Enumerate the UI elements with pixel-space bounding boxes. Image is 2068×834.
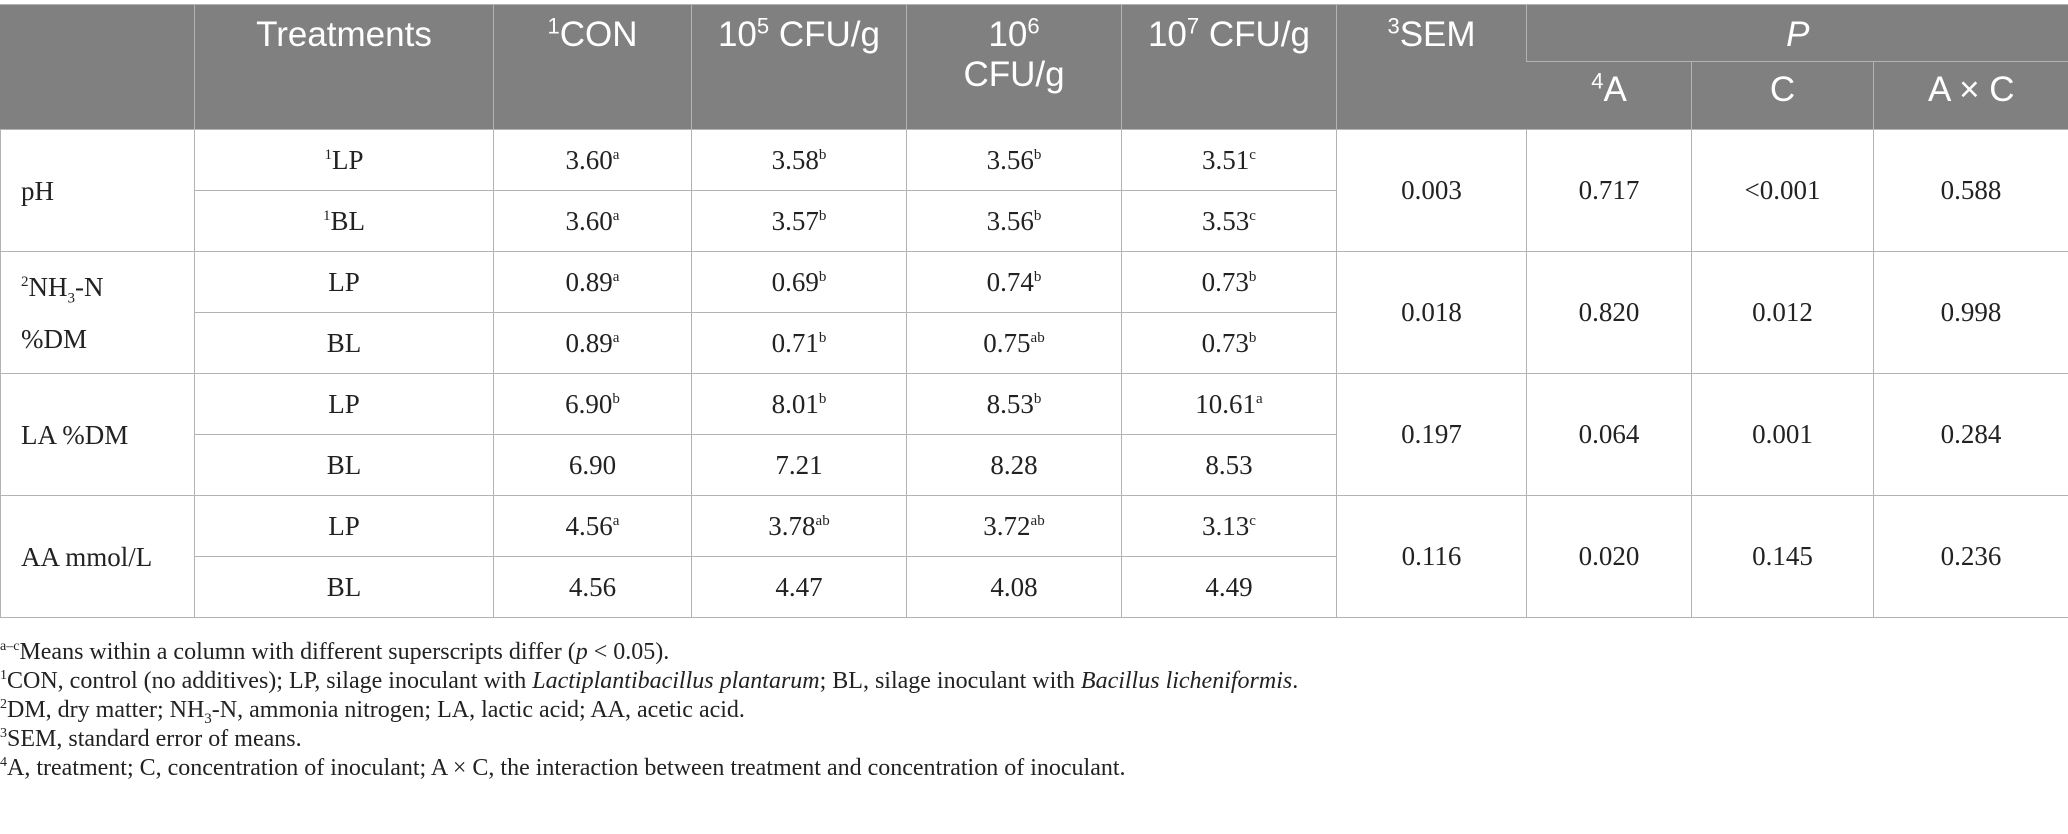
value-cell: 0.69$^b$ [692, 252, 907, 313]
value-cell: 0.89$^a$ [494, 313, 692, 374]
value-cell: 10.61$^a$ [1122, 374, 1337, 435]
treatment-cell: LP [195, 374, 494, 435]
row-label: AA mmol/L [1, 496, 195, 618]
value-cell: 8.28 [907, 435, 1122, 496]
sem-cell: 0.003 [1337, 130, 1527, 252]
pa-cell: 0.020 [1527, 496, 1692, 618]
table-row [1, 496, 2068, 557]
value-cell: 3.72$^{ab}$ [907, 496, 1122, 557]
value-cell: 7.21 [692, 435, 907, 496]
header-conc-7: $10^7$ CFU/g [1122, 5, 1337, 130]
pc-cell: 0.145 [1692, 496, 1874, 618]
header-c: C [1692, 62, 1874, 130]
value-cell: 6.90$^b$ [494, 374, 692, 435]
sem-cell: 0.116 [1337, 496, 1527, 618]
value-cell: 4.56$^a$ [494, 496, 692, 557]
results-table [0, 4, 2068, 618]
footnote-1: $^1$CON, control (no additives); LP, silage inoculant with Lactiplantibacillus plantarum; BL, silage inoculant with Bacillus licheniformis. [0, 668, 1299, 694]
treatment-cell: LP [195, 252, 494, 313]
value-cell: 0.71$^b$ [692, 313, 907, 374]
value-cell: 3.56$^b$ [907, 191, 1122, 252]
treatment-cell: BL [195, 435, 494, 496]
value-cell: 4.56 [494, 557, 692, 618]
value-cell: 8.53$^b$ [907, 374, 1122, 435]
paxc-cell: 0.588 [1874, 130, 2068, 252]
value-cell: 3.60$^a$ [494, 130, 692, 191]
value-cell: 8.53 [1122, 435, 1337, 496]
value-cell: 0.74$^b$ [907, 252, 1122, 313]
row-label: $^2NH_3-N$ %DM [1, 252, 195, 374]
treatment-cell: $^1$BL [195, 191, 494, 252]
value-cell: 0.89$^a$ [494, 252, 692, 313]
value-cell: 0.73$^b$ [1122, 252, 1337, 313]
header-axc: A × C [1874, 62, 2068, 130]
header-blank [1, 5, 195, 130]
footnote-4: $^4$A, treatment; C, concentration of inoculant; A × C, the interaction between treatment and concentration of inoculant. [0, 755, 1126, 781]
value-cell: 0.75$^{ab}$ [907, 313, 1122, 374]
table-row [1, 374, 2068, 435]
value-cell: 0.73$^b$ [1122, 313, 1337, 374]
pa-cell: 0.820 [1527, 252, 1692, 374]
sem-cell: 0.018 [1337, 252, 1527, 374]
pc-cell: <0.001 [1692, 130, 1874, 252]
value-cell: 4.47 [692, 557, 907, 618]
footnotes [0, 638, 1298, 783]
value-cell: 3.13$^c$ [1122, 496, 1337, 557]
pa-cell: 0.717 [1527, 130, 1692, 252]
paxc-cell: 0.236 [1874, 496, 2068, 618]
footnote-3: $^3$SEM, standard error of means. [0, 726, 302, 752]
footnote-2: $^2$DM, dry matter; $NH_3-N$, ammonia nitrogen; LA, lactic acid; AA, acetic acid. [0, 697, 745, 727]
header-con: $^1$CON [494, 5, 692, 130]
treatment-cell: LP [195, 496, 494, 557]
value-cell: 3.60$^a$ [494, 191, 692, 252]
treatment-cell: BL [195, 313, 494, 374]
table-row [1, 252, 2068, 313]
value-cell: 4.08 [907, 557, 1122, 618]
header-p: P [1527, 5, 2068, 62]
pc-cell: 0.012 [1692, 252, 1874, 374]
value-cell: 3.53$^c$ [1122, 191, 1337, 252]
header-conc-5: $10^5$ CFU/g [692, 5, 907, 130]
value-cell: 3.57$^b$ [692, 191, 907, 252]
paxc-cell: 0.284 [1874, 374, 2068, 496]
table-row [1, 130, 2068, 191]
value-cell: 3.78$^{ab}$ [692, 496, 907, 557]
row-label: LA %DM [1, 374, 195, 496]
paxc-cell: 0.998 [1874, 252, 2068, 374]
value-cell: 6.90 [494, 435, 692, 496]
header-conc-6: $10^6$ CFU/g [907, 5, 1122, 130]
treatment-cell: $^1$LP [195, 130, 494, 191]
header-treatments: Treatments [195, 5, 494, 130]
value-cell: 3.51$^c$ [1122, 130, 1337, 191]
sem-cell: 0.197 [1337, 374, 1527, 496]
value-cell: 4.49 [1122, 557, 1337, 618]
treatment-cell: BL [195, 557, 494, 618]
header-a: $^4$A [1527, 62, 1692, 130]
pa-cell: 0.064 [1527, 374, 1692, 496]
pc-cell: 0.001 [1692, 374, 1874, 496]
footnote-significance: $^{a-c}$Means within a column with different superscripts differ (p < 0.05). [0, 639, 670, 665]
value-cell: 3.58$^b$ [692, 130, 907, 191]
row-label: pH [1, 130, 195, 252]
value-cell: 3.56$^b$ [907, 130, 1122, 191]
value-cell: 8.01$^b$ [692, 374, 907, 435]
header-sem: $^3$SEM [1337, 5, 1527, 130]
